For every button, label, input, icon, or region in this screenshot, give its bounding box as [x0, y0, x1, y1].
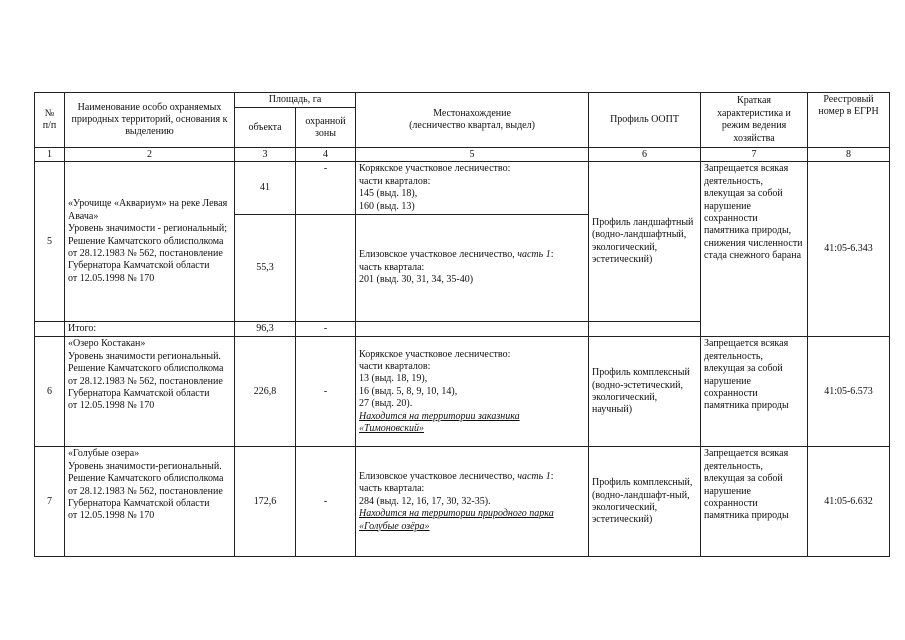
row-5-part1-area: 41 — [235, 162, 296, 215]
column-number: 2 — [65, 148, 235, 162]
row-5-part2-forestry: Елизовское участковое лесничество, — [359, 249, 518, 261]
row-6-location — [356, 337, 589, 447]
column-number: 1 — [35, 148, 65, 162]
row-7-zone: - — [296, 447, 356, 557]
row-5-part2-zone — [296, 215, 356, 322]
row-7-forestry-name: Елизовское участковое лесничество, — [359, 470, 518, 482]
row-6-location-note: Находится на территории заказника «Тимоновский» — [359, 410, 520, 434]
row-5-registry: 41:05-6.343 — [808, 162, 890, 337]
row-5-total-area: 96,3 — [235, 322, 296, 337]
row-7-location — [356, 447, 589, 557]
row-5-part2-part-label: часть 1 — [517, 249, 551, 261]
row-5-name: «Урочище «Аквариум» на реке Левая Авача» Уровень значимости - региональный; Решение Камчатского облисполкома от 28.12.1983 № 562, постановление Губернатора Камчатской области от 12.05.1998 № 170 — [65, 162, 235, 322]
column-number: 4 — [296, 148, 356, 162]
row-7-number: 7 — [35, 447, 65, 557]
row-6-area: 226,8 — [235, 337, 296, 447]
row-5-profile: Профиль ландшафтный (водно-ландшафтный, экологический, эстетический) — [589, 162, 701, 322]
row-6-profile: Профиль комплексный (водно-эстетический, экологический, научный) — [589, 337, 701, 447]
row-5-total-profile-empty — [589, 322, 701, 337]
header-location: Местонахождение (лесничество квартал, выдел) — [356, 93, 589, 148]
column-number: 5 — [356, 148, 589, 162]
row-7-area: 172,6 — [235, 447, 296, 557]
row-7-registry: 41:05-6.632 — [808, 447, 890, 557]
row-7-part-label: часть 1 — [517, 470, 551, 482]
row-7-profile: Профиль комплексный, (водно-ландшафт-ный, экологический, эстетический) — [589, 447, 701, 557]
row-6-regime: Запрещается всякая деятельность, влекущая за собой нарушение сохранности памятника природы — [701, 337, 808, 447]
row-6-number: 6 — [35, 337, 65, 447]
row-6-registry: 41:05-6.573 — [808, 337, 890, 447]
row-6-zone: - — [296, 337, 356, 447]
header-regime: Краткая характеристика и режим ведения хозяйства — [701, 93, 808, 148]
protected-areas-table — [34, 92, 890, 557]
column-number: 7 — [701, 148, 808, 162]
row-5-total-location-empty — [356, 322, 589, 337]
column-number: 6 — [589, 148, 701, 162]
header-name: Наименование особо охраняемых природных территорий, основания к выделению — [65, 93, 235, 148]
row-6-location-text: Корякское участковое лесничество: части кварталов: 13 (выд. 18, 19), 16 (выд. 5, 8, 9, 10, 14), 27 (выд. 20). — [359, 348, 511, 410]
column-number: 8 — [808, 148, 890, 162]
row-7-quarters: : часть квартала: 284 (выд. 12, 16, 17, 30, 32-35). — [359, 470, 554, 507]
row-7-name: «Голубые озера» Уровень значимости-региональный. Решение Камчатского облисполкома от 28.12.1983 № 562, постановление Губернатора Камчатской области от 12.05.1998 № 170 — [65, 447, 235, 557]
header-zone-area: охранной зоны — [296, 108, 356, 148]
row-5-regime: Запрещается всякая деятельность, влекущая за собой нарушение сохранности памятника природы, снижения численности стада снежного барана — [701, 162, 808, 337]
row-7-location-forestry — [359, 471, 553, 507]
row-5-total-label: Итого: — [65, 322, 235, 337]
row-5-total-empty — [35, 322, 65, 337]
header-registry: Реестровый номер в ЕГРН — [808, 93, 890, 148]
row-5-part2-quarters: : часть квартала: 201 (выд. 30, 31, 34, 35-40) — [359, 249, 554, 286]
header-num: № п/п — [35, 93, 65, 148]
row-5-part1-zone: - — [296, 162, 356, 215]
row-5-part2-area: 55,3 — [235, 215, 296, 322]
header-profile: Профиль ООПТ — [589, 93, 701, 148]
row-5-number: 5 — [35, 162, 65, 322]
column-number: 3 — [235, 148, 296, 162]
row-5-part2-location — [356, 215, 589, 322]
row-5-part1-location: Корякское участковое лесничество: части кварталов: 145 (выд. 18), 160 (выд. 13) — [356, 162, 589, 215]
row-5-total-zone: - — [296, 322, 356, 337]
row-6-name: «Озеро Костакан» Уровень значимости региональный. Решение Камчатского облисполкома от 28.12.1983 № 562, постановление Губернатора Камчатской области от 12.05.1998 № 170 — [65, 337, 235, 447]
header-object-area: объекта — [235, 108, 296, 148]
row-7-location-note: Находится на территории природного парка «Голубые озёра» — [359, 508, 554, 532]
header-area-group: Площадь, га — [235, 93, 356, 108]
row-7-regime: Запрещается всякая деятельность, влекущая за собой нарушение сохранности памятника природы — [701, 447, 808, 557]
